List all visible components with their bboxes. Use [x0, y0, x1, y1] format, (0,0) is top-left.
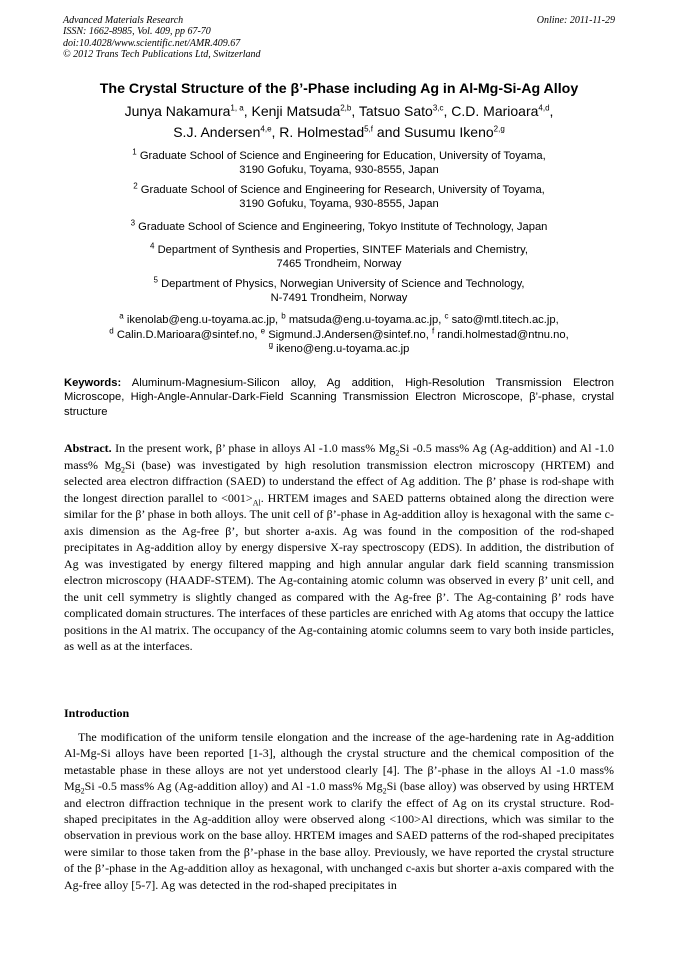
author-name: Tatsuo Sato [358, 103, 433, 119]
email-sup: d [109, 325, 114, 335]
author-list: Junya Nakamura$^{1, a}$, Kenji Matsuda$^{2,b}$, Tatsuo Sato$^{3,c}$, C.D. Marioara$^{4,d}$, S.J. Andersen$^{4,e}$, R. Holmestad$^{5,f}$ and Susumu Ikeno$^{2,g}$ [124, 103, 554, 140]
affiliation-sup: 5 [153, 275, 158, 285]
email-address[interactable]: ikeno@eng.u-toyama.ac.jp [276, 343, 410, 355]
doi-line: doi:10.4028/www.scientific.net/AMR.409.67 [63, 37, 241, 49]
affiliation-line: Graduate School of Science and Engineering for Education, University of Toyama, [139, 150, 546, 162]
author-name: Kenji Matsuda [251, 103, 341, 119]
email-sup: g [268, 340, 274, 350]
author-sup: 4,d [538, 103, 550, 113]
issn-line: ISSN: 1662-8985, Vol. 409, pp 67-70 [63, 26, 211, 38]
section-heading-introduction: Introduction [64, 706, 130, 720]
author-conjunction: and [376, 124, 401, 140]
affiliation-line: N-7491 Trondheim, Norway [270, 292, 408, 305]
journal-name: Advanced Materials Research [63, 15, 184, 26]
affiliation-1 [40, 149, 638, 178]
author-name: S.J. Andersen [173, 124, 261, 140]
author-sup: 5,f [364, 124, 374, 134]
subscript: 2 [395, 448, 400, 458]
abstract-text: . HRTEM images and SAED patterns obtained along the direction were similar for the β’ phase in both alloys. The unit cell of β’-phase in Ag-addition alloy is hexagonal with the same c-axis dimension as the Ag-free β’, but shorter a-axis. Ag was found in the composition of the rod-shaped precipitates in Ag-addition alloy by energy dispersive X-ray spectroscopy (EDS). In addition, the distribution of Ag was investigated by energy filtered mapping and high annular angular dark field scanning transmission electron microscopy (HAADF-STEM). The Ag-containing atomic column was observed in every β’ unit cell, and the unit cell symmetry is slightly changed as compared with the Ag-free β’. The Ag-containing β’ rods have complicated domain structures. The interfaces of these particles are enriched with Ag atoms that occupy the lattice positions in the Al matrix. The occupancy of the Ag-containing atomic columns seem to vary both inside particles, as well as at the interfaces. [64, 490, 614, 653]
author-sup: 3,c [432, 103, 444, 113]
email-address[interactable]: Sigmund.J.Andersen@sintef.no, [268, 328, 429, 341]
affiliation-5 [40, 277, 638, 306]
email-sup: e [260, 325, 266, 335]
body-text: The modification of the uniform tensile elongation and the increase of the age-hardening rate in Ag-addition Al-Mg-Si alloys have been reported [1-3], although the crystal structure and the chemical composition of the metastable phase in these alloys are not yet understood clearly [4]. The β’-phase in the alloys Al -1.0 mass% Mg [64, 730, 614, 794]
paper-title: The Crystal Structure of the β’-Phase including Ag in Al-Mg-Si-Ag Alloy [99, 81, 579, 97]
subscript: 2 [80, 786, 85, 796]
affiliation-line: Department of Physics, Norwegian University of Science and Technology, [161, 278, 525, 290]
affiliation-line: 3190 Gofuku, Toyama, 930-8555, Japan [239, 198, 439, 211]
abstract-text: Si -0.5 mass% Ag (Ag-addition) and Al -1.0 mass% Mg [64, 441, 614, 472]
abstract-text: In the present work, β’ phase in alloys Al -1.0 mass% Mg [115, 441, 396, 455]
body-text: Si -0.5 mass% Ag (Ag-addition alloy) and Al -1.0 mass% Mg [84, 779, 383, 794]
author-name: Susumu Ikeno [404, 124, 494, 140]
subscript: 2 [382, 786, 387, 796]
keywords-label: Keywords: [64, 377, 122, 389]
affiliation-line: Graduate School of Science and Engineering, Tokyo Institute of Technology, Japan [138, 221, 548, 233]
affiliation-sup: 3 [130, 218, 136, 228]
affiliation-line: 3190 Gofuku, Toyama, 930-8555, Japan [239, 164, 439, 177]
author-sup: 4,e [260, 124, 272, 134]
running-header [63, 15, 615, 60]
keywords-block [64, 376, 614, 419]
affiliation-2 [40, 183, 638, 212]
author-sup: 2,b [340, 103, 352, 113]
author-name: R. Holmestad [279, 124, 365, 140]
affiliation-line: Graduate School of Science and Engineering for Research, University of Toyama, [140, 184, 545, 196]
email-address[interactable]: matsuda@eng.u-toyama.ac.jp, [288, 314, 442, 326]
email-sup: b [281, 311, 286, 321]
email-address[interactable]: sato@mtl.titech.ac.jp, [451, 314, 559, 326]
online-date: Online: 2011-11-29 [536, 15, 615, 26]
email-address[interactable]: ikenolab@eng.u-toyama.ac.jp, [126, 314, 279, 326]
affiliation-sup: 1 [132, 147, 137, 157]
email-list [40, 313, 638, 357]
affiliation-3 [40, 220, 638, 234]
subscript: Al [252, 497, 261, 507]
affiliation-sup: 4 [150, 241, 155, 251]
keywords-text: Aluminum-Magnesium-Silicon alloy, Ag addition, High-Resolution Transmission Electron Microscope, High-Angle-Annular-Dark-Field Scanning Transmission Electron Microscope, β’-phase, crystal structure [64, 377, 614, 418]
author-sup: 1, a [230, 103, 244, 113]
abstract-label: Abstract. [64, 441, 112, 455]
email-sup: c [444, 311, 449, 321]
affiliation-line: 7465 Trondheim, Norway [276, 258, 402, 271]
body-text: Si (base alloy) was observed by using HRTEM and electron diffraction technique in the present work to clarify the effect of Ag on its crystal structure. Rod-shaped precipitates in the Ag-addition alloy were observed along <100>Al directions, which was similar to the observation in previous work on the base alloy. HRTEM images and SAED patterns of the rod-shaped precipitates were similar to those taken from the β’-phase in the base alloy. Previously, we have reported the crystal structure of the β’-phase in the Ag-addition alloy as hexagonal, with unchanged c-axis but shorter a-axis compared with the Ag-free alloy [5-7]. Ag was detected in the rod-shaped precipitates in [64, 779, 614, 892]
email-address[interactable]: randi.holmestad@ntnu.no, [437, 328, 569, 341]
author-name: C.D. Marioara [451, 103, 539, 119]
affiliation-line: Department of Synthesis and Properties, SINTEF Materials and Chemistry, [157, 244, 528, 256]
affiliation-4 [40, 243, 638, 272]
introduction-text [64, 729, 614, 893]
copyright-line: © 2012 Trans Tech Publications Ltd, Switzerland [63, 48, 261, 60]
abstract-text: Si (base) was investigated by high resolution transmission electron microscopy (HRTEM) and selected area electron diffraction (SAED) to understand the effect of Ag addition. The β’ phase is rod-shape with the longest direction parallel to <001> [64, 457, 614, 505]
author-name: Junya Nakamura [124, 103, 231, 119]
affiliation-sup: 2 [133, 181, 138, 191]
abstract-block [64, 440, 614, 655]
email-sup: a [119, 311, 124, 321]
email-sup: f [431, 325, 435, 335]
subscript: 2 [121, 464, 126, 474]
author-sup: 2,g [493, 124, 505, 134]
email-address[interactable]: Calin.D.Marioara@sintef.no, [116, 328, 258, 341]
